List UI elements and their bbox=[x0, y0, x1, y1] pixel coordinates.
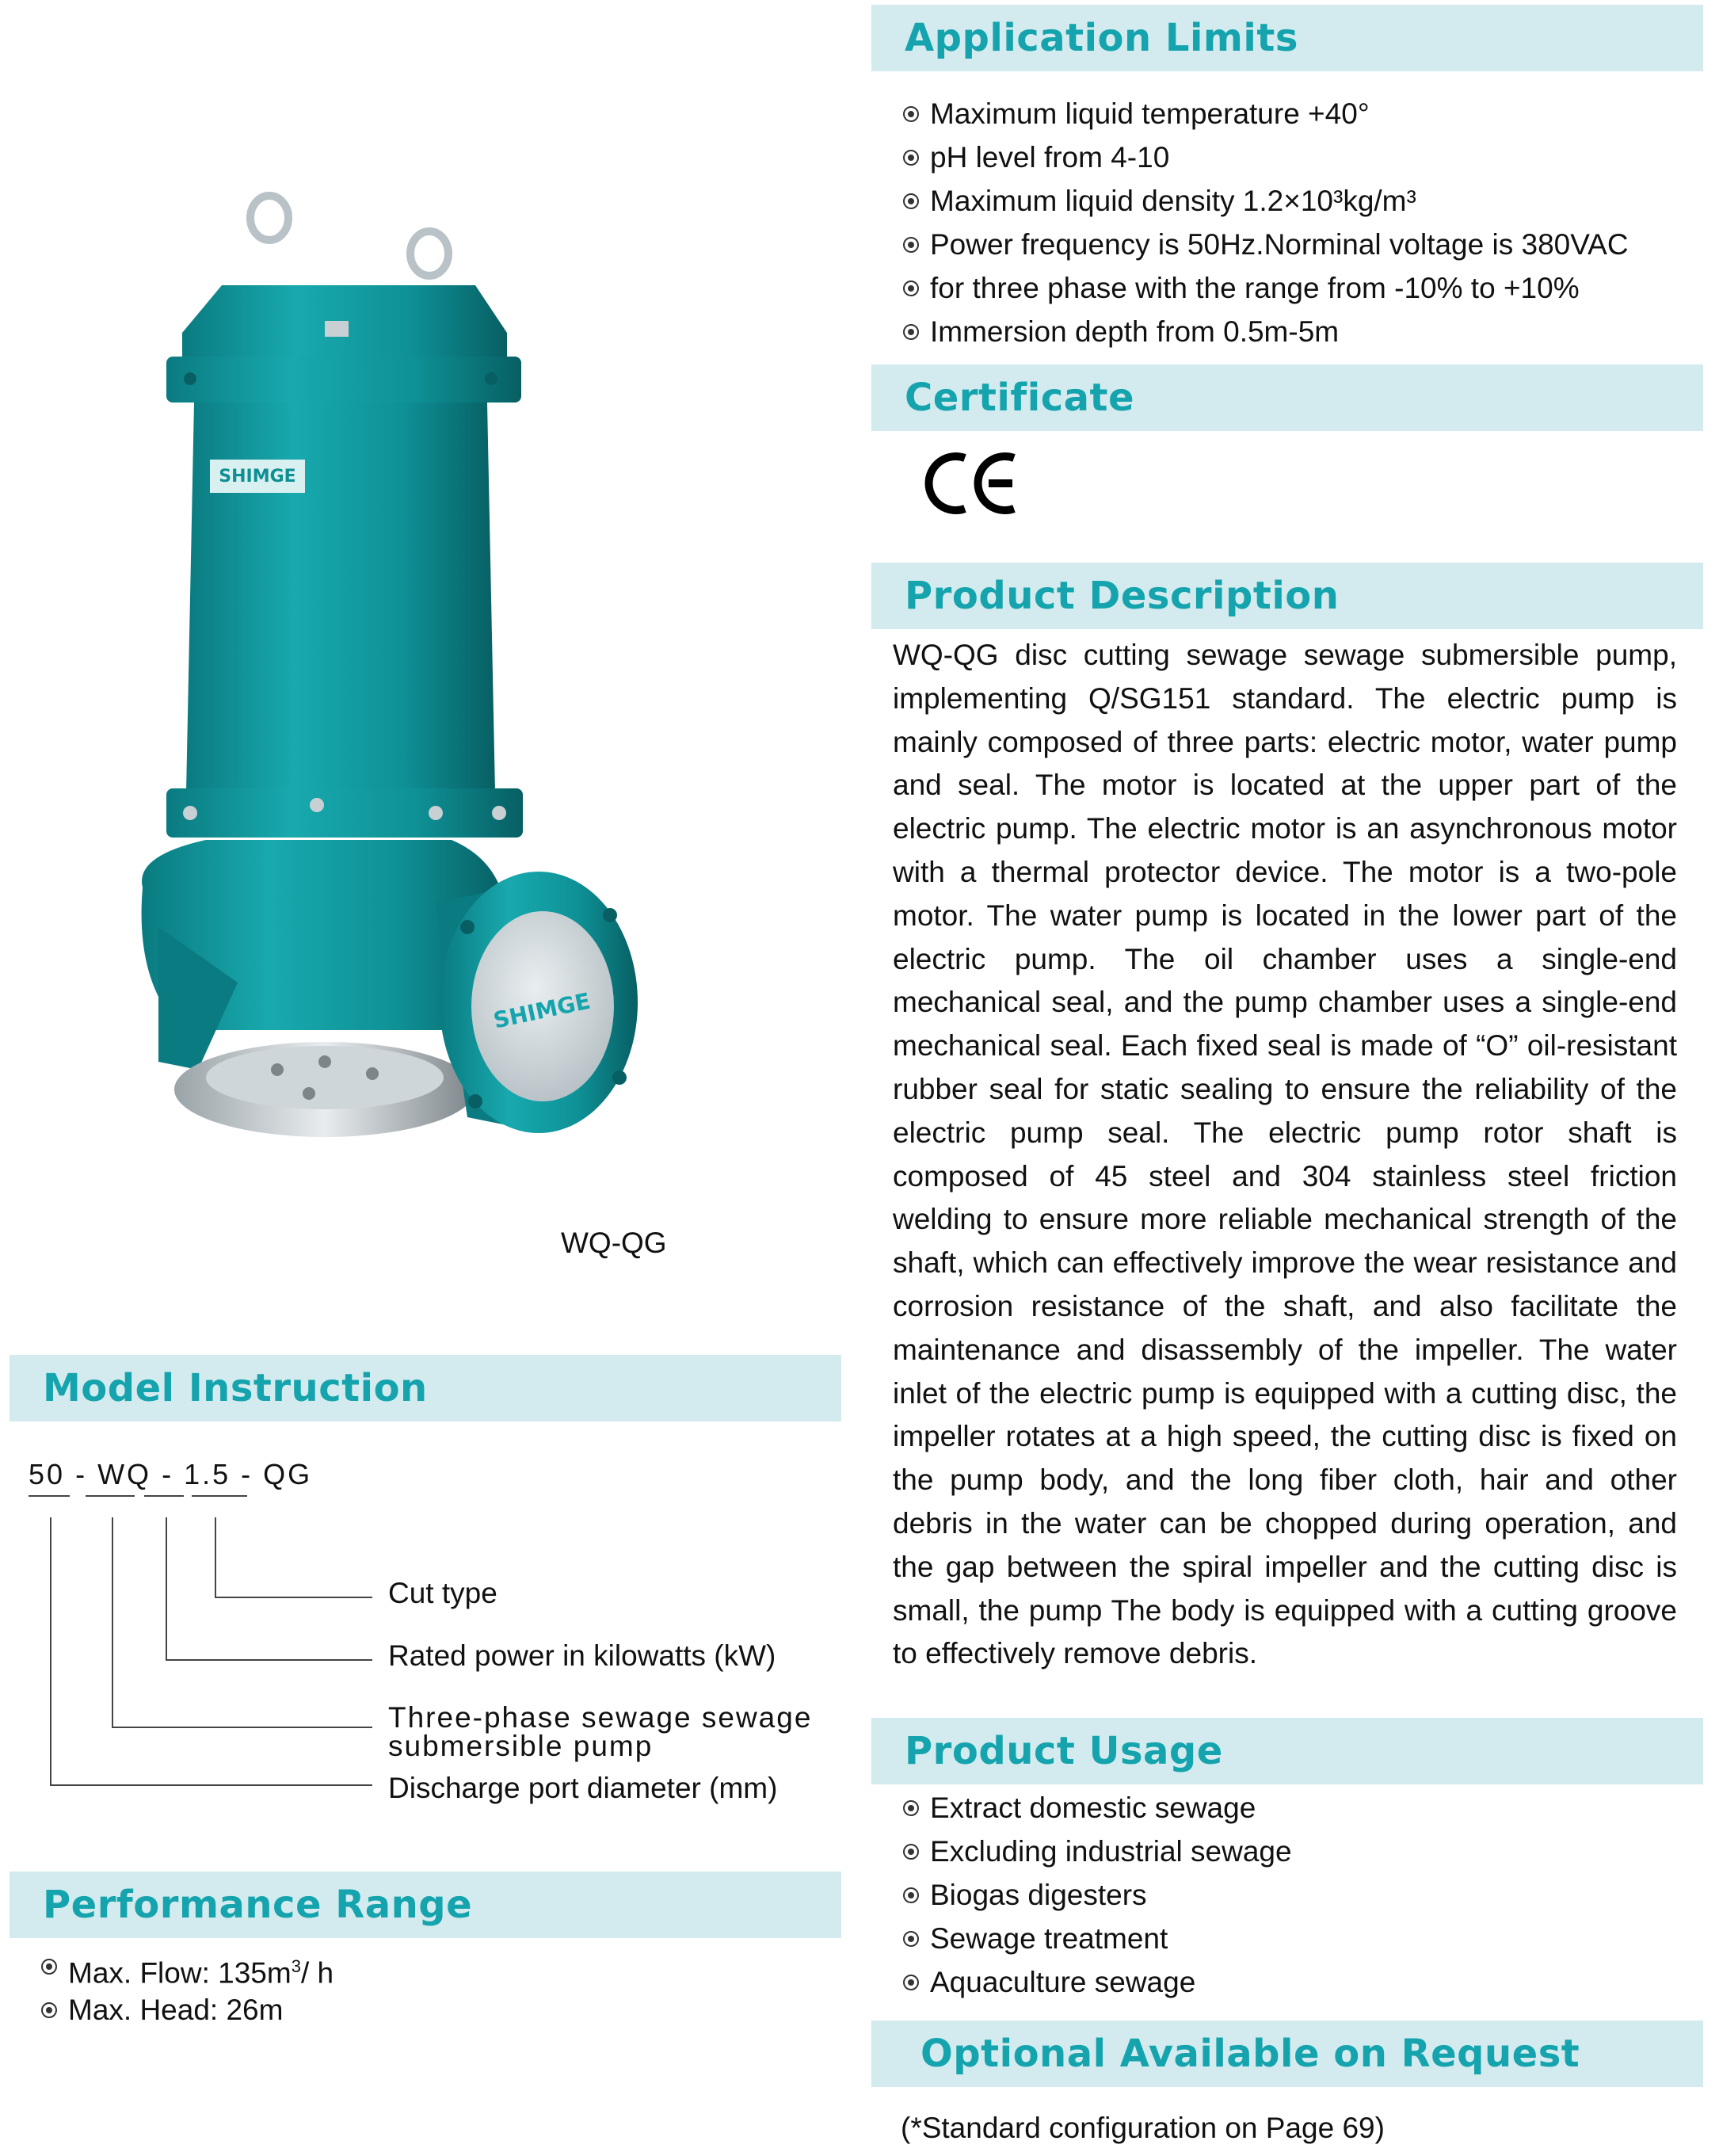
list-item: pH level from 4-10 bbox=[903, 135, 1629, 179]
application-limits-heading: Application Limits bbox=[905, 16, 1298, 60]
performance-range-heading: Performance Range bbox=[43, 1883, 473, 1927]
code-power: 1.5 bbox=[184, 1458, 231, 1490]
product-description-header bbox=[871, 563, 1703, 629]
list-item: Power frequency is 50Hz.Norminal voltage is 380VAC bbox=[903, 223, 1629, 266]
bullet-icon bbox=[903, 150, 919, 166]
product-description-heading: Product Description bbox=[905, 574, 1340, 618]
bullet-icon bbox=[903, 1844, 919, 1860]
model-instruction-header bbox=[10, 1355, 841, 1421]
list-item: Excluding industrial sewage bbox=[903, 1830, 1292, 1873]
list-item: Max. Flow: $135m^3/$ h bbox=[41, 1944, 334, 1988]
product-description-text: WQ-QG disc cutting sewage sewage submersible pump, implementing Q/SG151 standard. The electric pump is mainly composed of three parts: electric motor, water pump and seal. The motor is located at the upper part of the electric pump. The electric motor is an asynchronous motor with a thermal protector device. The motor is a two-pole motor. The water pump is located in the lower part of the electric pump. The oil chamber uses a single-end mechanical seal, and the pump chamber uses a single-end mechanical seal. Each fixed seal is made of “O” oil-resistant rubber seal for static sealing to ensure the reliability of the electric pump seal. The electric pump rotor shaft is composed of 45 steel and 304 stainless steel friction welding to ensure more reliable mechanical strength of the shaft, which can effectively improve the wear resistance and corrosion resistance of the shaft, and also facilitate the maintenance and disassembly of the impeller. The water inlet of the electric pump is equipped with a cutting disc, the impeller rotates at a high speed, the cutting disc is fixed on the pump body, and the long fiber cloth, hair and other debris in the water can be chopped during operation, and the gap between the spiral impeller and the cutting disc is small, the pump The body is equipped with a cutting groove to effectively remove debris. bbox=[893, 639, 1677, 1670]
bullet-icon bbox=[903, 1975, 919, 1990]
label-rated-power: Rated power in kilowatts (kW) bbox=[388, 1639, 776, 1672]
optional-header bbox=[871, 2021, 1703, 2087]
bullet-icon bbox=[903, 106, 919, 122]
bullet-icon bbox=[41, 1959, 57, 1975]
code-cut-type: QG bbox=[263, 1458, 313, 1490]
list-item: Aquaculture sewage bbox=[903, 1960, 1292, 2004]
list-item: Maximum liquid density 1.2×10³kg/m³ bbox=[903, 179, 1629, 223]
product-usage-heading: Product Usage bbox=[905, 1729, 1223, 1773]
bullet-icon bbox=[903, 237, 919, 253]
label-discharge: Discharge port diameter (mm) bbox=[388, 1772, 778, 1804]
list-item: Immersion depth from 0.5m-5m bbox=[903, 310, 1629, 353]
application-limits-header bbox=[871, 5, 1703, 71]
bullet-icon bbox=[903, 1887, 919, 1903]
certificate-heading: Certificate bbox=[905, 376, 1135, 420]
model-instruction-heading: Model Instruction bbox=[43, 1366, 428, 1410]
model-code: 50 - WQ - 1.5 - QG bbox=[29, 1458, 313, 1490]
list-item: Biogas digesters bbox=[903, 1873, 1292, 1917]
model-caption: WQ-QG bbox=[561, 1227, 667, 1259]
bullet-icon bbox=[903, 1931, 919, 1947]
certificate-header bbox=[871, 364, 1703, 431]
ce-mark-icon bbox=[919, 444, 1022, 523]
list-item: Maximum liquid temperature +40° bbox=[903, 92, 1629, 135]
performance-range-header bbox=[10, 1872, 841, 1938]
bullet-icon bbox=[903, 1800, 919, 1816]
brand-label-flange: SHIMGE bbox=[490, 987, 593, 1034]
brand-label-motor: SHIMGE bbox=[219, 467, 296, 487]
code-discharge: 50 bbox=[29, 1458, 66, 1490]
product-usage-list bbox=[903, 1786, 1292, 2004]
bullet-icon bbox=[903, 193, 919, 209]
optional-note: (*Standard configuration on Page 69) bbox=[901, 2112, 1385, 2144]
bullet-icon bbox=[903, 324, 919, 340]
optional-heading: Optional Available on Request bbox=[920, 2032, 1580, 2076]
application-limits-list bbox=[903, 92, 1629, 353]
performance-range-list bbox=[41, 1944, 334, 2032]
bullet-icon bbox=[903, 280, 919, 296]
list-item: for three phase with the range from -10% to +10% bbox=[903, 266, 1629, 310]
list-item: Sewage treatment bbox=[903, 1917, 1292, 1960]
label-cut-type: Cut type bbox=[388, 1577, 497, 1609]
product-usage-header bbox=[871, 1718, 1703, 1784]
code-series: WQ bbox=[97, 1458, 152, 1490]
list-item: Extract domestic sewage bbox=[903, 1786, 1292, 1830]
bullet-icon bbox=[41, 2002, 57, 2018]
list-item: Max. Head: 26m bbox=[41, 1988, 334, 2032]
label-pump-type: Three-phase sewage sewage submersible pump bbox=[388, 1701, 813, 1762]
pump-product-image bbox=[135, 190, 657, 1212]
